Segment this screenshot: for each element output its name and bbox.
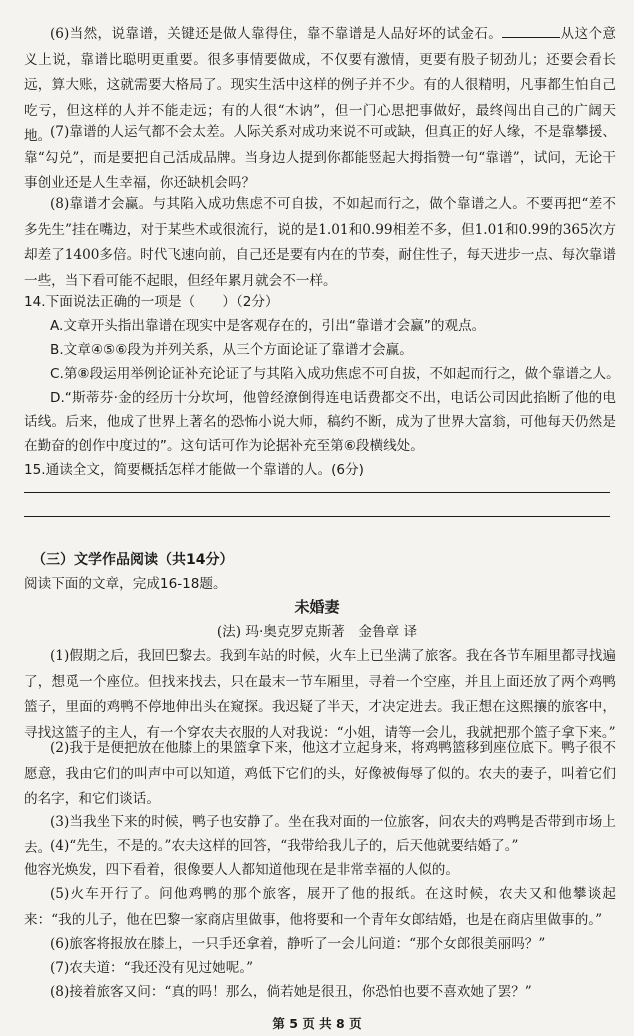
question-14-option-b[interactable]: B.文章④⑤⑥段为并列关系，从三个方面论证了靠谱才会赢。 [50, 342, 413, 358]
page-footer: 第 5 页 共 8 页 [272, 1016, 362, 1031]
story-paragraph-8: (8)接着旅客又问：“真的吗！那么，倘若她是很丑，你恐怕也要不喜欢她了罢？” [50, 984, 532, 1000]
story-title: 未婚妻 [294, 598, 340, 616]
story-paragraph-5: (5)火车开行了。问他鸡鸭的那个旅客，展开了他的报纸。在这时候，农夫又和他攀谈起来：“我的儿子，他在巴黎一家商店里做事，他将要和一个青年女郎结婚，也是在商店里做事的。” [24, 886, 616, 928]
paragraph-6-rest: 从这个意义上说，靠谱比聪明更重要。很多事情要做成，不仅要有激情，更要有股子韧劲儿；还要会看长远，算大账，这就需要大格局了。现实生活中这样的例子并不少。有的人很精明，凡事都生怕自己吃亏，但这样的人并不能走远；有的人很“木讷”，但一门心思把事做好，最终闯出自己的广阔天地。 [24, 26, 617, 145]
section-instruction: 阅读下面的文章，完成16-18题。 [24, 576, 227, 592]
question-14: 14.下面说法正确的一项是（ ）（2分） [24, 294, 279, 310]
story-paragraph-2: (2)我于是便把放在他膝上的果篮拿下来，他这才立起身来，将鸡鸭篮移到座位底下。鸭子很不愿意，我由它们的叫声中可以知道，鸡低下它们的头，好像被侮辱了似的。农夫的妻子，叫着它们的名字，和它们谈话。 [24, 740, 616, 808]
story-paragraph-7: (7)农夫道：“我还没有见过她呢。” [50, 960, 254, 976]
question-15: 15.通读全文，简要概括怎样才能做一个靠谱的人。(6分) [24, 462, 364, 478]
question-14-option-c[interactable]: C.第⑧段运用举例论证补充论证了与其陷入成功焦虑不可自拔，不如起而行之，做个靠谱之人。 [50, 366, 620, 382]
question-14-option-d[interactable]: D.“斯蒂芬·金的经历十分坎坷，他曾经潦倒得连电话费都交不出，电话公司因此掐断了他的电话线。后来，他成了世界上著名的恐怖小说大师，稿约不断，成为了世界大富翁，可他每天仍然是在勤奋的创作中度过的”。这句话可作为论据补充至第⑥段横线处。 [24, 390, 616, 454]
story-byline: (法) 玛·奥克罗克斯著 金鲁章 译 [216, 624, 418, 640]
paragraph-6-first: (6)当然，说靠谱，关键还是做人靠得住，靠不靠谱是人品好坏的试金石。 [50, 26, 503, 42]
section-heading: （三）文学作品阅读（共14分） [32, 552, 234, 568]
paragraph-8: (8)靠谱才会赢。与其陷入成功焦虑不可自拔，不如起而行之，做个靠谱之人。不要再把“差不多先生”挂在嘴边，对于某些术或很流行，说的是1.01和0.99相差不多，但1.01和0.99的365次方却差了1400多倍。时代飞速向前，自己还是要有内在的节奏，耐住性子，每天进步一点、每次靠谱一些，当下看可能不起眼，但经年累月就会不一样。 [24, 196, 616, 289]
answer-blank[interactable] [502, 25, 560, 38]
story-paragraph-4-cont: 他容光焕发，四下看着，很像要人人都知道他现在是非常幸福的人似的。 [24, 862, 459, 878]
question-14-option-a[interactable]: A.文章开头指出靠谱在现实中是客观存在的，引出“靠谱才会赢”的观点。 [50, 318, 486, 334]
paragraph-7: (7)靠谱的人运气都不会太差。人际关系对成功来说不可或缺，但真正的好人缘，不是靠攀援、靠“勾兑”，而是要把自己活成品牌。当身边人提到你都能竖起大拇指赞一句“靠谱”，试问，无论干事创业还是人生幸福，你还缺机会吗？ [24, 124, 616, 192]
answer-line-1[interactable] [24, 492, 610, 493]
story-paragraph-3: (3)当我坐下来的时候，鸭子也安静了。坐在我对面的一位旅客，问农夫的鸡鸭是否带到市场上去。 [24, 814, 616, 856]
story-paragraph-4: (4)“先生，不是的。”农夫这样的回答，“我带给我儿子的，后天他就要结婚了。” [50, 838, 519, 854]
story-paragraph-1: (1)假期之后，我回巴黎去。我到车站的时候，火车上已坐满了旅客。我在各节车厢里都寻找遍了，想觅一个座位。但找来找去，只在最末一节车厢里，寻着一个空座，并且上面还放了两个鸡鸭篮子，里面的鸡鸭不停地伸出头在窥探。我迟疑了半天，才决定进去。我正想在这熙攘的旅客中，寻找这篮子的主人，有一个穿农夫衣服的人对我说：“小姐，请等一会儿，我就把那个篮子拿下来。” [24, 648, 616, 741]
answer-line-2[interactable] [24, 516, 610, 517]
story-paragraph-6: (6)旅客将报放在膝上，一只手还拿着，静听了一会儿问道：“那个女郎很美丽吗？” [50, 936, 546, 952]
